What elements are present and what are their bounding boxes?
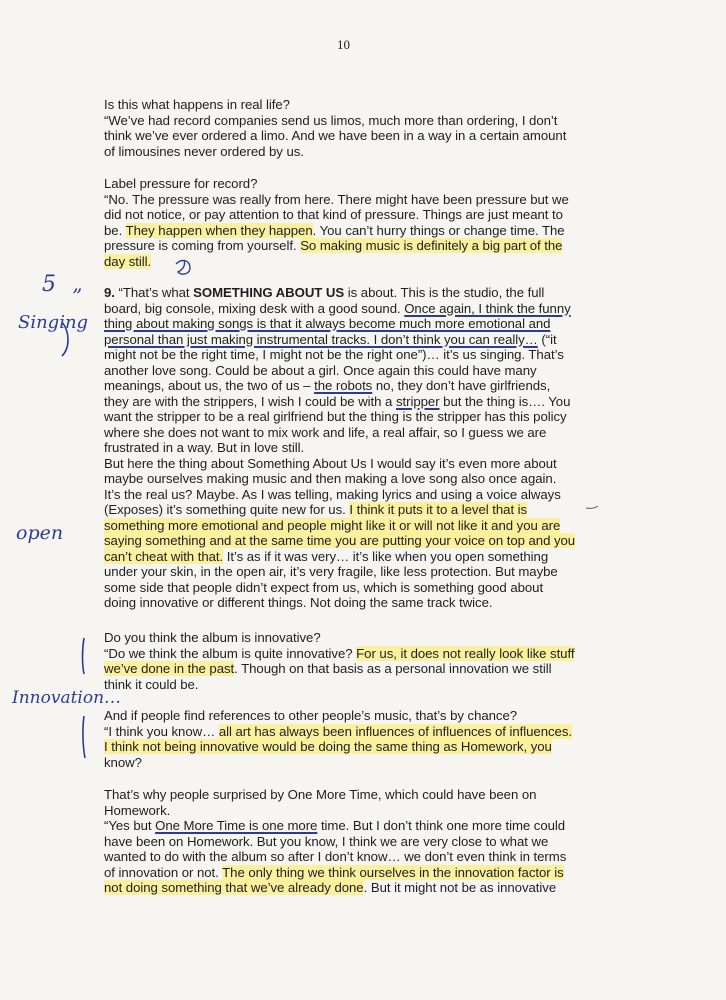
- text-run: . You can’t hurry things or change time. The: [312, 222, 565, 238]
- highlighted-text: saying something and at the same time you are putting your voice on top and you: [104, 533, 576, 548]
- highlighted-text: For us, it does not really look like stuff: [356, 645, 575, 661]
- text-line: did not notice, or pay attention to that kind of pressure. Things are just meant to: [104, 207, 563, 222]
- text-line: And if people find references to other people’s music, that’s by chance?: [104, 708, 518, 723]
- handwritten-open: open: [16, 522, 64, 544]
- text-line: “We’ve had record companies send us limos, much more than ordering, I don’t: [104, 112, 558, 128]
- text-line: of limousines never ordered by us.: [104, 143, 304, 159]
- text-line: maybe ourselves making music and then making a love song also once again.: [104, 471, 557, 486]
- item-number: 9.: [104, 285, 115, 300]
- text-line: But here the thing about Something About Us I would say it’s even more about: [104, 455, 557, 471]
- highlighted-text: can’t cheat with that.: [104, 548, 224, 564]
- underlined-text: Once again, I think the funny: [404, 300, 571, 316]
- text-run: but the thing is…. You: [439, 393, 571, 409]
- highlighted-text: I think not being innovative would be doing the same thing as Homework, you: [104, 739, 552, 754]
- scribble-mark: [176, 260, 190, 274]
- highlighted-text: not doing something that we’ve already done: [104, 880, 364, 895]
- text-line: some side that people didn’t expect from us, which is something good about: [104, 579, 544, 595]
- text-run: of innovation or not.: [104, 864, 223, 880]
- margin-line-innovation-top: [83, 638, 85, 674]
- text-line: It’s the real us? Maybe. As I was telling, making lyrics and using a voice always: [104, 486, 561, 502]
- text-run: . But it might not be as innovative: [363, 880, 557, 895]
- text-run: “I think you know…: [104, 723, 219, 739]
- text-run: (Exposes) it’s something quite new for us.: [104, 502, 350, 517]
- text-line: Label pressure for record?: [104, 176, 258, 191]
- text-run: board, big console, mixing desk with a good sound.: [104, 300, 405, 316]
- highlighted-text: They happen when they happen: [125, 222, 313, 238]
- handwritten-tick: ”: [72, 284, 83, 308]
- handwritten-singing: Singing: [18, 312, 89, 333]
- text-run: . Though on that basis as a personal innovation we still: [234, 661, 552, 676]
- highlighted-text: something more emotional and people might like it or will not like it and you are: [104, 517, 561, 533]
- text-line: “No. The pressure was really from here. There might have been pressure but we: [104, 191, 569, 207]
- text-line: Do you think the album is innovative?: [104, 630, 321, 645]
- highlighted-text: I think it puts it to a level that is: [349, 502, 528, 517]
- text-run: be.: [104, 222, 126, 238]
- underlined-text: the robots: [314, 378, 373, 393]
- text-run: meanings, about us, the two of us –: [104, 378, 315, 393]
- text-line: might not be the right time, I might not be the right one”)… it’s us singing. That’s: [104, 347, 564, 362]
- page-number: 10: [337, 37, 350, 52]
- text-line: think it could be.: [104, 676, 199, 692]
- text-run: pressure is coming from yourself.: [104, 238, 301, 253]
- margin-tick: [586, 506, 598, 508]
- text-line: doing innovative or different things. Not doing the same track twice.: [104, 595, 493, 610]
- text-run: “That’s what: [114, 285, 194, 300]
- highlighted-text: So making music is definitely a big part of the: [300, 238, 563, 253]
- text-line: Is this what happens in real life?: [104, 97, 290, 112]
- highlighted-text: The only thing we think ourselves in the innovation factor is: [222, 864, 564, 880]
- song-title: SOMETHING ABOUT US: [193, 285, 345, 300]
- text-line: have been on Homework. But you know, I think we are very close to what we: [104, 833, 549, 849]
- margin-bracket-singing: [62, 322, 68, 356]
- underlined-text: stripper: [395, 393, 440, 409]
- underlined-text: One More Time is one more: [155, 818, 318, 833]
- handwritten-count: 5: [42, 272, 56, 297]
- text-line: where she does not want to mix work and life, a real affair, so I guess we are: [104, 424, 547, 440]
- text-run: time. But I don’t think one more time could: [317, 818, 566, 833]
- handwritten-innovation: Innovation…: [12, 688, 122, 708]
- underlined-text: personal than just making instrumental tracks. I don’t think you can really…: [104, 331, 538, 347]
- highlighted-text: all art has always been influences of influences of influences.: [218, 723, 572, 739]
- highlighted-text: we’ve done in the past: [104, 661, 235, 676]
- text-line: wanted to do with the album so after I don’t know… we don’t even think in terms: [104, 849, 567, 864]
- text-line: another love song. Could be about a girl. Once again this could have many: [104, 362, 537, 378]
- text-run: no, they don’t have girlfriends,: [372, 378, 551, 393]
- underlined-text: thing about making songs is that it always become much more emotional and: [104, 316, 551, 331]
- text-run: “Yes but: [104, 818, 156, 833]
- text-run: is about. This is the studio, the full: [344, 285, 545, 300]
- text-run: It’s as if it was very… it’s like when you open something: [223, 548, 549, 564]
- text-run: “Do we think the album is quite innovative?: [104, 645, 357, 661]
- text-run: they are with the strippers, I wish I could be with a: [104, 393, 396, 409]
- text-line: want the stripper to be a real girlfriend but the thing is the stripper has this policy: [104, 409, 567, 424]
- text-run: (“it: [537, 331, 557, 347]
- text-line: know?: [104, 754, 142, 770]
- text-line: frustrated in a way. But in love still.: [104, 440, 305, 455]
- text-line: under your skin, in the open air, it’s very fragile, like less protection. But maybe: [104, 564, 558, 579]
- margin-line-innovation-bottom: [83, 716, 85, 758]
- highlighted-text: day still.: [104, 253, 152, 269]
- text-line: That’s why people surprised by One More Time, which could have been on: [104, 787, 537, 802]
- text-line: Homework.: [104, 802, 171, 818]
- text-line: think we’ve ever ordered a limo. And we have been in a way in a certain amount: [104, 128, 567, 143]
